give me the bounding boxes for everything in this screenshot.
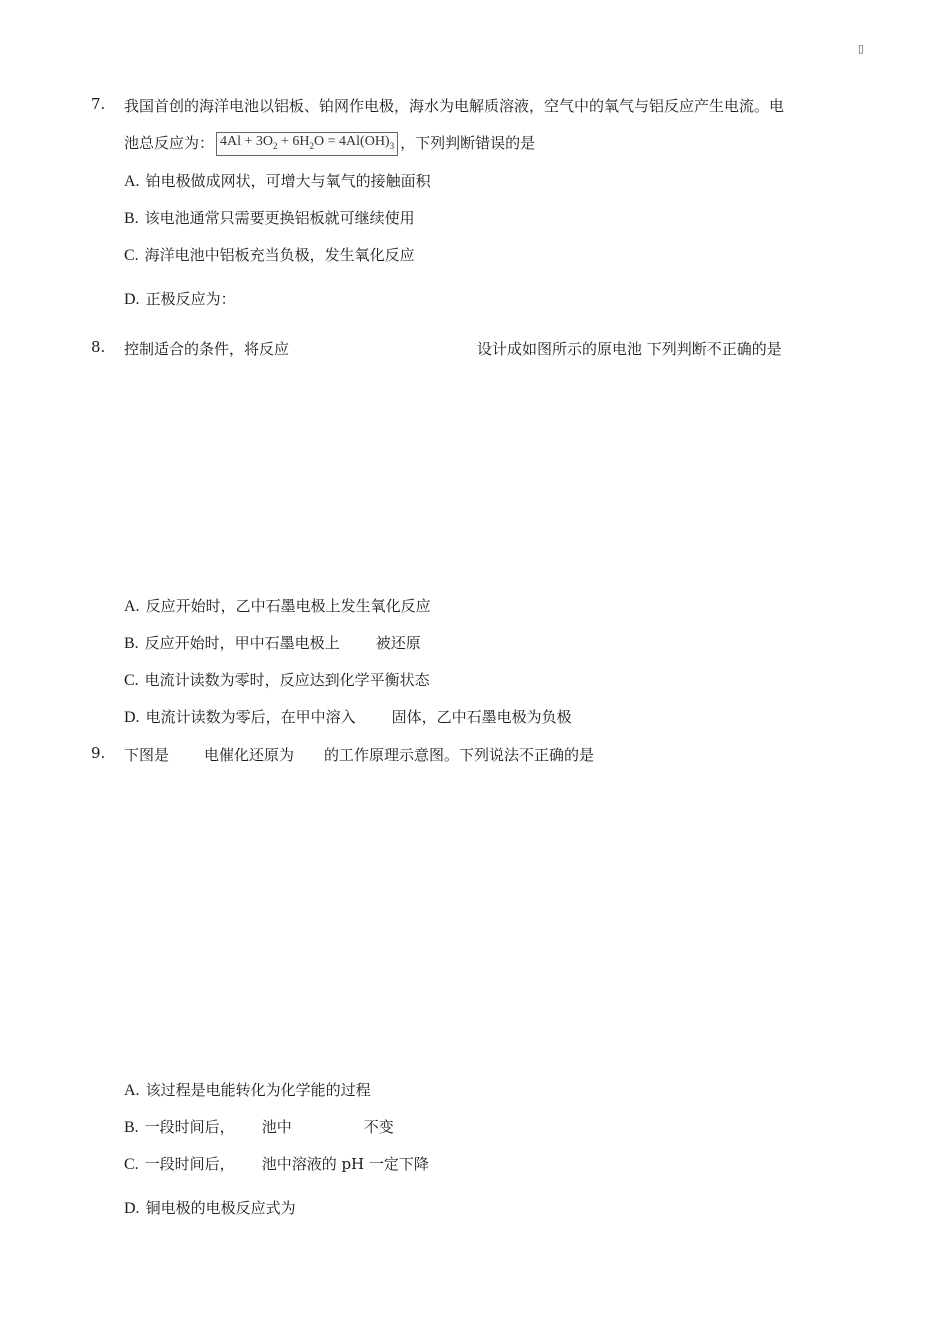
option-letter: B. bbox=[124, 1119, 139, 1136]
option-b[interactable] bbox=[124, 207, 415, 228]
option-letter: D. bbox=[124, 1200, 140, 1217]
option-letter: C. bbox=[124, 1156, 139, 1173]
option-text-end: 不变 bbox=[363, 1118, 394, 1136]
equation-box: $4Al + 3O_2 + 6H_2O = 4Al(OH)_3$ bbox=[216, 132, 398, 156]
option-text: 正极反应为： bbox=[145, 290, 236, 308]
option-c[interactable] bbox=[124, 244, 415, 265]
figure-area bbox=[124, 780, 824, 1065]
option-text-cont: 固体，乙中石墨电极为负极 bbox=[391, 708, 572, 726]
question-text-cont: 设计成如图所示的原电池 下列判断不正确的是 bbox=[477, 340, 782, 358]
page-corner-mark: ▯ bbox=[858, 42, 865, 55]
figure-area bbox=[124, 370, 824, 585]
option-text: 海洋电池中铝板充当负极，发生氧化反应 bbox=[144, 246, 415, 264]
text-suffix: ，下列判断错误的是 bbox=[400, 134, 536, 152]
option-text: 铂电极做成网状，可增大与氧气的接触面积 bbox=[145, 172, 431, 190]
option-letter: C. bbox=[124, 247, 139, 264]
option-a[interactable] bbox=[124, 170, 431, 191]
option-d[interactable] bbox=[124, 1197, 296, 1218]
option-d[interactable] bbox=[124, 706, 572, 727]
option-letter: C. bbox=[124, 672, 139, 689]
option-text-cont: 被还原 bbox=[375, 634, 421, 652]
question-text: 控制适合的条件，将反应 bbox=[124, 340, 290, 358]
text-prefix: 池总反应为： bbox=[124, 134, 215, 152]
option-letter: A. bbox=[124, 1082, 140, 1099]
option-b[interactable] bbox=[124, 632, 421, 653]
question-text: 我国首创的海洋电池以铝板、铂网作电极，海水为电解质溶液，空气中的氧气与铝反应产生电流。电 bbox=[124, 97, 785, 115]
option-c[interactable] bbox=[124, 1153, 429, 1174]
option-text: 一段时间后， bbox=[144, 1155, 235, 1173]
question-number: 7. bbox=[91, 95, 106, 113]
option-text-cont: 池中溶液的 pH 一定下降 bbox=[261, 1155, 429, 1173]
option-text: 铜电极的电极反应式为 bbox=[145, 1199, 296, 1217]
option-text: 电流计读数为零时，反应达到化学平衡状态 bbox=[144, 671, 430, 689]
question-number: 9. bbox=[91, 744, 106, 762]
option-d[interactable] bbox=[124, 288, 236, 309]
option-text: 电流计读数为零后，在甲中溶入 bbox=[145, 708, 356, 726]
option-text: 该电池通常只需要更换铝板就可继续使用 bbox=[144, 209, 415, 227]
option-text: 反应开始时，甲中石墨电极上 bbox=[144, 634, 340, 652]
option-text: 该过程是电能转化为化学能的过程 bbox=[145, 1081, 371, 1099]
option-text-cont: 池中 bbox=[261, 1118, 292, 1136]
option-letter: A. bbox=[124, 598, 140, 615]
option-b[interactable] bbox=[124, 1116, 394, 1137]
option-letter: B. bbox=[124, 635, 139, 652]
option-letter: D. bbox=[124, 291, 140, 308]
option-letter: B. bbox=[124, 210, 139, 227]
question-text-line2 bbox=[124, 132, 535, 156]
option-a[interactable] bbox=[124, 1079, 371, 1100]
option-a[interactable] bbox=[124, 595, 431, 616]
option-text: 一段时间后， bbox=[144, 1118, 235, 1136]
option-text: 反应开始时，乙中石墨电极上发生氧化反应 bbox=[145, 597, 431, 615]
option-letter: A. bbox=[124, 173, 140, 190]
option-letter: D. bbox=[124, 709, 140, 726]
question-text: 下图是 电催化还原为 的工作原理示意图。下列说法不正确的是 bbox=[124, 746, 595, 764]
question-number: 8. bbox=[91, 338, 106, 356]
option-c[interactable] bbox=[124, 669, 430, 690]
